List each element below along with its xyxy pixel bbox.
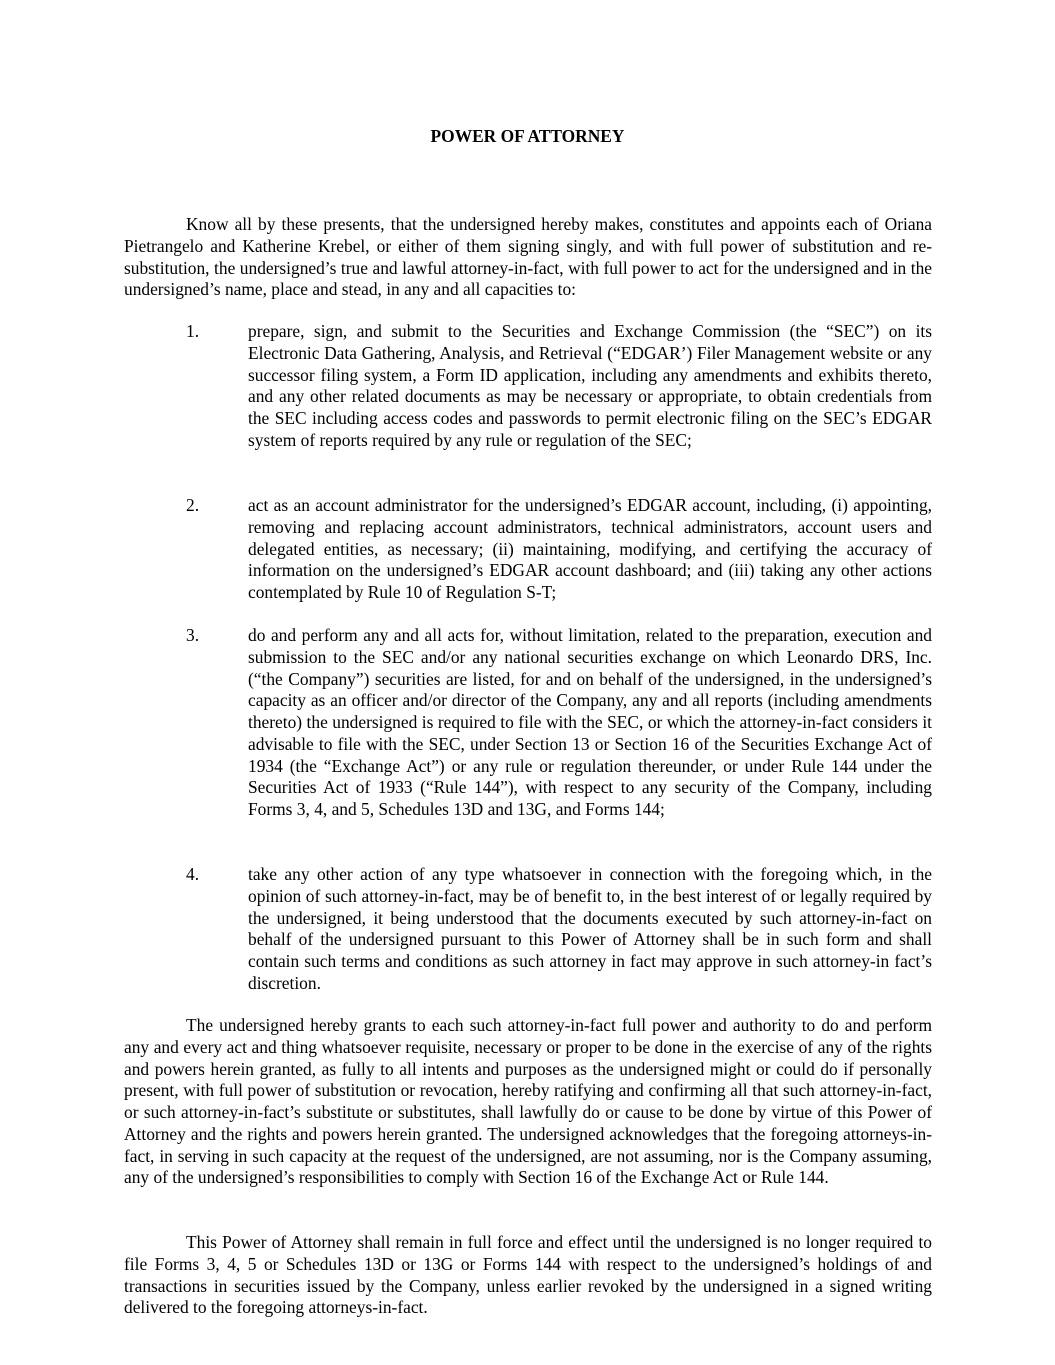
duration-paragraph: This Power of Attorney shall remain in full force and effect until the undersigned is no longer required to file Forms 3, 4, 5 or Schedules 13D or 13G or Forms 144 with respect to the undersigned’s holdings of and transactions in securities issued by the Company, unless earlier revoked by the undersigned in a signed writing delivered to the foregoing attorneys-in-fact. xyxy=(124,1232,932,1318)
item-number: 4. xyxy=(186,864,200,884)
list-item-2 xyxy=(186,495,932,604)
list-item-1 xyxy=(186,321,932,452)
grant-paragraph: The undersigned hereby grants to each such attorney-in-fact full power and authority to do and perform any and every act and thing whatsoever requisite, necessary or proper to be done in the exercise of any of the rights and powers herein granted, as fully to all intents and purposes as the undersigned might or could do if personally present, with full power of substitution or revocation, hereby ratifying and confirming all that such attorney-in-fact, or such attorney-in-fact’s substitute or substitutes, shall lawfully do or cause to be done by virtue of this Power of Attorney and the rights and powers herein granted. The undersigned acknowledges that the foregoing attorneys-in-fact, in serving in such capacity at the request of the undersigned, are not assuming, nor is the Company assuming, any of the undersigned’s responsibilities to comply with Section 16 of the Exchange Act or Rule 144. xyxy=(124,1015,932,1188)
item-text: take any other action of any type whatsoever in connection with the foregoing which, in the opinion of such attorney-in-fact, may be of benefit to, in the best interest of or legally required by the undersigned, it being understood that the documents executed by such attorney-in-fact on behalf of the undersigned pursuant to this Power of Attorney shall be in such form and shall contain such terms and conditions as such attorney in fact may approve in such attorney-in fact’s discretion. xyxy=(248,864,932,993)
item-number: 2. xyxy=(186,495,200,515)
item-number: 3. xyxy=(186,625,200,645)
intro-paragraph: Know all by these presents, that the undersigned hereby makes, constitutes and appoints each of Oriana Pietrangelo and Katherine Krebel, or either of them signing singly, and with full power of substitution and re-substitution, the undersigned’s true and lawful attorney-in-fact, with full power to act for the undersigned and in the undersigned’s name, place and stead, in any and all capacities to: xyxy=(124,214,932,300)
item-text: act as an account administrator for the undersigned’s EDGAR account, including, (i) appointing, removing and replacing account administrators, technical administrators, account users and delegated entities, as necessary; (ii) maintaining, modifying, and certifying the accuracy of information on the undersigned’s EDGAR account dashboard; and (iii) taking any other actions contemplated by Rule 10 of Regulation S-T; xyxy=(248,495,932,602)
document-title: POWER OF ATTORNEY xyxy=(430,126,625,146)
item-number: 1. xyxy=(186,321,200,341)
item-text: do and perform any and all acts for, without limitation, related to the preparation, execution and submission to the SEC and/or any national securities exchange on which Leonardo DRS, Inc. (“the Company”) securities are listed, for and on behalf of the undersigned, in the undersigned’s capacity as an officer and/or director of the Company, any and all reports (including amendments thereto) the undersigned is required to file with the SEC, or which the attorney-in-fact considers it advisable to file with the SEC, under Section 13 or Section 16 of the Securities Exchange Act of 1934 (the “Exchange Act”) or any rule or regulation thereunder, or under Rule 144 under the Securities Act of 1933 (“Rule 144”), with respect to any security of the Company, including Forms 3, 4, and 5, Schedules 13D and 13G, and Forms 144; xyxy=(248,625,932,819)
list-item-3 xyxy=(186,625,932,821)
item-text: prepare, sign, and submit to the Securities and Exchange Commission (the “SEC”) on its Electronic Data Gathering, Analysis, and Retrieval (“EDGAR’) Filer Management website or any successor filing system, a Form ID application, including any amendments and exhibits thereto, and any other related documents as may be necessary or appropriate, to obtain credentials from the SEC including access codes and passwords to permit electronic filing on the SEC’s EDGAR system of reports required by any rule or regulation of the SEC; xyxy=(248,321,932,450)
list-item-4 xyxy=(186,864,932,995)
